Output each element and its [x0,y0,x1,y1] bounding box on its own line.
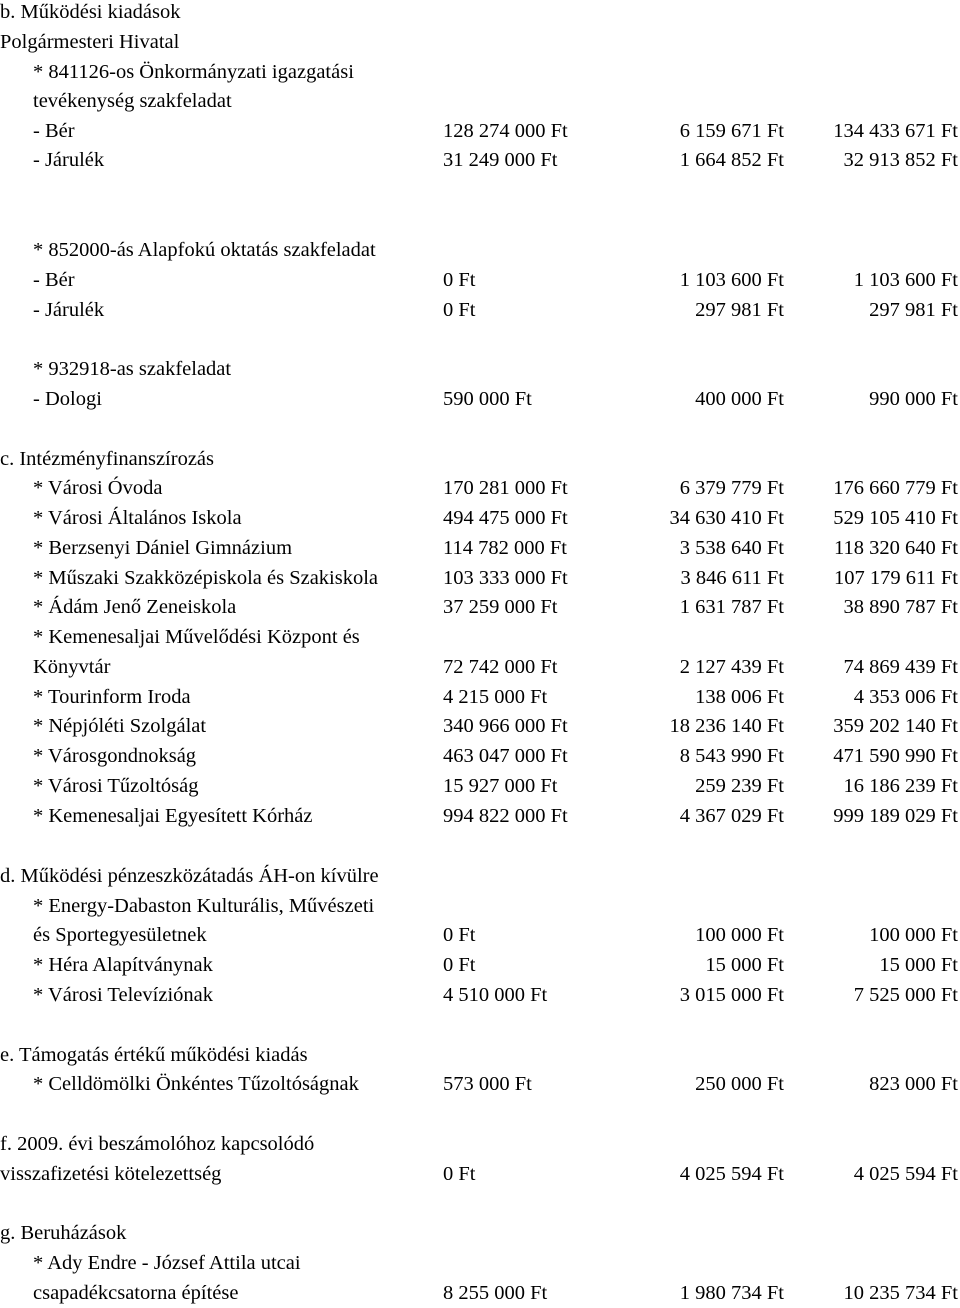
row-label: * Héra Alapítványnak [33,954,213,976]
original-amount: 4 510 000 Ft [443,984,548,1006]
row-label: * Városi Óvoda [33,477,163,499]
table-row [0,711,960,741]
modification-amount: 3 015 000 Ft [679,984,784,1006]
modified-total: 7 525 000 Ft [853,984,958,1006]
modified-total: 38 890 787 Ft [843,596,958,618]
modified-total: 297 981 Ft [869,299,958,321]
modified-total: 4 353 006 Ft [853,686,958,708]
table-row [0,1040,960,1070]
modified-total: 359 202 140 Ft [833,715,958,737]
original-amount: 0 Ft [443,299,476,321]
table-row [0,801,960,831]
row-label: * Kemenesaljai Egyesített Kórház [33,805,313,827]
original-amount: 170 281 000 Ft [443,477,568,499]
row-label: - Járulék [33,299,105,321]
row-label: * Berzsenyi Dániel Gimnázium [33,537,293,559]
table-row [0,1278,960,1308]
table-row [0,741,960,771]
modified-total: 823 000 Ft [869,1073,958,1095]
table-row [0,384,960,414]
modified-total: 1 103 600 Ft [853,269,958,291]
original-amount: 37 259 000 Ft [443,596,558,618]
modification-amount: 1 631 787 Ft [679,596,784,618]
original-amount: 340 966 000 Ft [443,715,568,737]
table-row [0,354,960,384]
modification-amount: 6 159 671 Ft [679,120,784,142]
original-amount: 8 255 000 Ft [443,1282,548,1304]
modification-amount: 259 239 Ft [695,775,784,797]
original-amount: 72 742 000 Ft [443,656,558,678]
row-label: tevékenység szakfeladat [33,90,232,112]
row-label: * Városi Televíziónak [33,984,213,1006]
table-row [0,503,960,533]
modified-total: 15 000 Ft [879,954,958,976]
modification-amount: 3 846 611 Ft [680,567,784,589]
original-amount: 0 Ft [443,954,476,976]
modified-total: 32 913 852 Ft [843,149,958,171]
table-row [0,1069,960,1099]
table-row [0,861,960,891]
row-label: és Sportegyesületnek [33,924,207,946]
modification-amount: 1 664 852 Ft [679,149,784,171]
original-amount: 114 782 000 Ft [443,537,567,559]
row-label: * 932918-as szakfeladat [33,358,232,380]
original-amount: 994 822 000 Ft [443,805,568,827]
table-row [0,57,960,87]
row-label: * 841126-os Önkormányzati igazgatási [33,61,354,83]
modification-amount: 8 543 990 Ft [679,745,784,767]
row-label: * Tourinform Iroda [33,686,191,708]
modified-total: 529 105 410 Ft [833,507,958,529]
row-label: csapadékcsatorna építése [33,1282,239,1304]
modified-total: 16 186 239 Ft [843,775,958,797]
table-row [0,771,960,801]
table-row [0,1218,960,1248]
row-label: * Ady Endre - József Attila utcai [33,1252,301,1274]
modified-total: 4 025 594 Ft [853,1163,958,1185]
modification-amount: 6 379 779 Ft [679,477,784,499]
modified-total: 134 433 671 Ft [833,120,958,142]
table-row [0,1248,960,1278]
original-amount: 103 333 000 Ft [443,567,568,589]
table-row [0,444,960,474]
row-label: Könyvtár [33,656,111,678]
original-amount: 590 000 Ft [443,388,532,410]
table-row [0,533,960,563]
table-row [0,295,960,325]
original-amount: 31 249 000 Ft [443,149,558,171]
table-row [0,116,960,146]
row-label: b. Működési kiadások [0,1,181,23]
modification-amount: 400 000 Ft [695,388,784,410]
table-row [0,145,960,175]
modification-amount: 138 006 Ft [695,686,784,708]
table-row [0,920,960,950]
modified-total: 74 869 439 Ft [843,656,958,678]
modification-amount: 1 980 734 Ft [679,1282,784,1304]
modification-amount: 3 538 640 Ft [679,537,784,559]
row-label: - Bér [33,120,75,142]
modification-amount: 4 025 594 Ft [679,1163,784,1185]
modification-amount: 297 981 Ft [695,299,784,321]
row-label: * Népjóléti Szolgálat [33,715,207,737]
row-label: * Műszaki Szakközépiskola és Szakiskola [33,567,379,589]
table-row [0,563,960,593]
row-label: * Városi Tűzoltóság [33,775,199,797]
modification-amount: 34 630 410 Ft [669,507,784,529]
table-row [0,0,960,27]
modification-amount: 2 127 439 Ft [679,656,784,678]
row-label: * Celldömölki Önkéntes Tűzoltóságnak [33,1073,359,1095]
original-amount: 15 927 000 Ft [443,775,558,797]
table-row [0,652,960,682]
original-amount: 494 475 000 Ft [443,507,568,529]
original-amount: 128 274 000 Ft [443,120,568,142]
modified-total: 999 189 029 Ft [833,805,958,827]
table-row [0,622,960,652]
row-label: e. Támogatás értékű működési kiadás [0,1044,308,1066]
row-label: g. Beruházások [0,1222,127,1244]
row-label: - Járulék [33,149,105,171]
table-row [0,235,960,265]
modification-amount: 15 000 Ft [705,954,784,976]
table-row [0,27,960,57]
table-row [0,980,960,1010]
row-label: * Energy-Dabaston Kulturális, Művészeti [33,895,375,917]
original-amount: 573 000 Ft [443,1073,532,1095]
modified-total: 107 179 611 Ft [834,567,958,589]
row-label: * Városi Általános Iskola [33,507,242,529]
modified-total: 118 320 640 Ft [834,537,958,559]
row-label: d. Működési pénzeszközátadás ÁH-on kívülre [0,865,379,887]
table-row [0,1159,960,1189]
table-row [0,86,960,116]
original-amount: 463 047 000 Ft [443,745,568,767]
row-label: * 852000-ás Alapfokú oktatás szakfeladat [33,239,376,261]
modification-amount: 18 236 140 Ft [669,715,784,737]
row-label: - Dologi [33,388,102,410]
modification-amount: 4 367 029 Ft [679,805,784,827]
modification-amount: 100 000 Ft [695,924,784,946]
modified-total: 100 000 Ft [869,924,958,946]
table-row [0,592,960,622]
table-row [0,473,960,503]
table-row [0,265,960,295]
original-amount: 0 Ft [443,924,476,946]
row-label: c. Intézményfinanszírozás [0,448,215,470]
row-label: visszafizetési kötelezettség [0,1163,222,1185]
row-label: * Kemenesaljai Művelődési Központ és [33,626,360,648]
row-label: f. 2009. évi beszámolóhoz kapcsolódó [0,1133,315,1155]
table-row [0,1129,960,1159]
modification-amount: 1 103 600 Ft [679,269,784,291]
original-amount: 0 Ft [443,269,476,291]
modified-total: 990 000 Ft [869,388,958,410]
original-amount: 4 215 000 Ft [443,686,548,708]
modified-total: 176 660 779 Ft [833,477,958,499]
row-label: * Ádám Jenő Zeneiskola [33,596,237,618]
original-amount: 0 Ft [443,1163,476,1185]
row-label: - Bér [33,269,75,291]
row-label: Polgármesteri Hivatal [0,31,180,53]
table-row [0,682,960,712]
table-row [0,891,960,921]
modified-total: 471 590 990 Ft [833,745,958,767]
table-row [0,950,960,980]
modified-total: 10 235 734 Ft [843,1282,958,1304]
modification-amount: 250 000 Ft [695,1073,784,1095]
row-label: * Városgondnokság [33,745,197,767]
